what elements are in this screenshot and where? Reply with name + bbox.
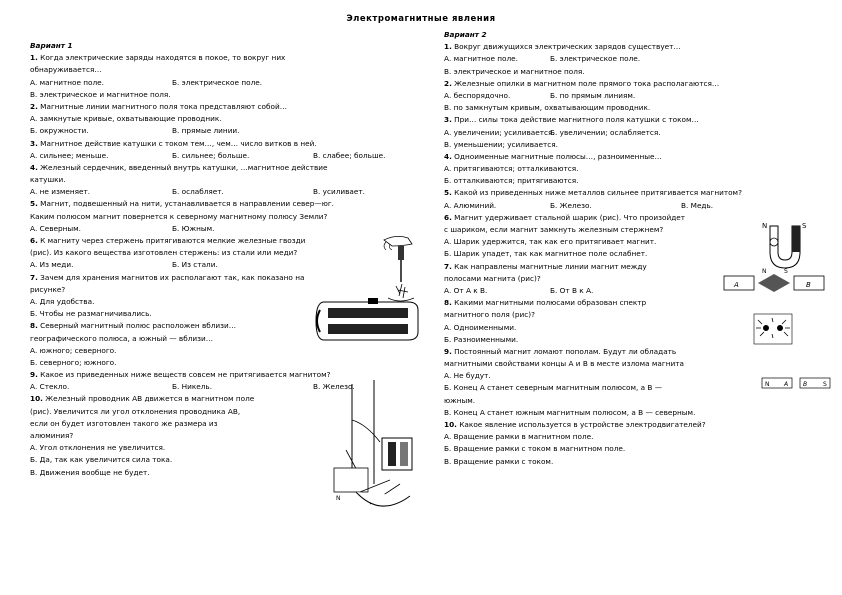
question-number: 7. <box>444 261 452 271</box>
answer-option: А. Стекло. <box>30 382 70 392</box>
question-line <box>444 407 829 419</box>
question-text: В. электрическое и магнитное поля. <box>444 66 585 76</box>
question-line <box>30 113 415 125</box>
question-number: 4. <box>444 151 452 161</box>
answer-option: Б. ослабляет. <box>172 187 224 197</box>
question-text: Какое явление используется в устройстве электродвигателей? <box>456 420 706 429</box>
svg-text:S: S <box>784 268 788 275</box>
question-text: если он будет изготовлен такого же размера из <box>30 418 218 428</box>
answer-option: А. сильнее; меньше. <box>30 150 109 160</box>
fig9-label-n: N <box>765 381 770 388</box>
variant-1-heading: Вариант 1 <box>30 41 73 50</box>
question-line <box>444 358 829 370</box>
answer-option: Б. Железо. <box>550 200 592 210</box>
question-number: 2. <box>30 101 38 111</box>
answer-option: В. Медь. <box>681 200 714 210</box>
question-text: обнаруживается… <box>30 65 102 75</box>
answer-option: Б. От В к А. <box>550 285 594 295</box>
question-text: магнитного поля (рис)? <box>444 310 535 320</box>
question-number: 2. <box>444 78 452 88</box>
question-text: Магнит, подвешенный на нити, устанавливается в направлении север—юг. <box>37 199 335 209</box>
question-text: Магнитное действие катушки с током тем…, чем… число витков в ней. <box>37 138 317 148</box>
question-line <box>444 151 829 163</box>
question-line <box>30 198 415 210</box>
question-line <box>30 235 415 247</box>
question-text: Какими магнитными полюсами образован спектр <box>451 298 647 308</box>
question-text: Железный сердечник, введенный внутрь катушки, …магнитное действие <box>37 162 328 172</box>
page-title: Электромагнитные явления <box>346 14 496 24</box>
question-text: В. электрическое и магнитное поля. <box>30 89 171 99</box>
question-line <box>30 138 415 150</box>
question-line <box>444 187 829 199</box>
answer-option: В. Железо. <box>313 382 355 392</box>
question-line <box>30 52 415 64</box>
fig7-label-a: А <box>734 281 739 289</box>
svg-text:N: N <box>336 495 341 502</box>
svg-text:N: N <box>762 268 767 275</box>
question-text: географического полюса, а южный — вблизи… <box>30 333 214 343</box>
answer-option: В. прямые линии. <box>172 126 240 136</box>
question-number: 3. <box>30 138 38 148</box>
answer-option: Б. увеличении; ослабляется. <box>550 127 661 137</box>
field-spectrum-figure <box>752 312 794 346</box>
question-line <box>30 77 415 89</box>
question-line <box>30 64 415 76</box>
question-text: Какой из приведенных ниже металлов сильнее притягивается магнитом? <box>451 188 742 198</box>
question-number: 10. <box>444 420 457 429</box>
question-number: 5. <box>30 199 38 209</box>
question-text: При… силы тока действие магнитного поля катушки с током… <box>451 115 699 125</box>
question-line <box>444 456 829 468</box>
question-text: Зачем для хранения магнитов их располагают так, как показано на <box>37 272 305 282</box>
question-text: А. замкнутые кривые, охватывающие проводник. <box>30 114 222 124</box>
question-text: В. Вращение рамки с током. <box>444 456 554 466</box>
question-text: Б. северного; южного. <box>30 357 117 367</box>
question-number: 4. <box>30 162 38 172</box>
answer-option: Б. электрическое поле. <box>550 54 641 64</box>
question-text: Каким полюсом магнит повернется к северному магнитному полюсу Земли? <box>30 211 328 221</box>
question-line <box>30 186 415 198</box>
question-line <box>30 101 415 113</box>
question-text: полосами магнита (рис)? <box>444 273 541 283</box>
question-line <box>444 53 829 65</box>
question-text: А. Угол отклонения не увеличится. <box>30 443 166 453</box>
fig9-label-s: S <box>823 381 827 388</box>
fig7-label-b: В <box>806 281 811 289</box>
question-text: А. Для удобства. <box>30 296 95 306</box>
question-text: магнитными свойствами концы А и В в месте излома магнита <box>444 359 684 369</box>
question-line <box>30 174 415 186</box>
question-line <box>444 297 829 309</box>
question-text: Б. отталкиваются; притягиваются. <box>444 176 579 186</box>
question-line <box>444 346 829 358</box>
answer-option: А. магнитное поле. <box>30 77 104 87</box>
answer-option: Б. окружности. <box>30 126 89 136</box>
question-text: Б. Да, так как увеличится сила тока. <box>30 455 173 465</box>
question-text: южным. <box>444 395 476 405</box>
answer-option: А. увеличении; усиливается. <box>444 127 555 137</box>
question-line <box>30 247 415 259</box>
question-text: (рис). Увеличится ли угол отклонения проводника АВ, <box>30 406 241 416</box>
question-line <box>30 284 415 296</box>
answer-option: Б. Из стали. <box>172 260 218 270</box>
question-line <box>444 114 829 126</box>
question-line <box>30 150 415 162</box>
question-text: Б. Шарик упадет, так как магнитное поле ослабнет. <box>444 249 648 259</box>
answer-option: В. усиливает. <box>313 187 365 197</box>
question-line <box>30 211 415 223</box>
question-line <box>30 89 415 101</box>
question-number: 7. <box>30 272 38 282</box>
answer-option: Б. Южным. <box>172 223 215 233</box>
question-text: Вокруг движущихся электрических зарядов существует… <box>451 42 681 52</box>
question-line <box>30 272 415 284</box>
question-line <box>444 127 829 139</box>
question-line <box>30 223 415 235</box>
answer-option: А. не изменяет. <box>30 187 91 197</box>
question-number: 8. <box>444 298 452 308</box>
question-text: Какое из приведенных ниже веществ совсем не притягивается магнитом? <box>37 370 331 380</box>
question-text: (рис). Из какого вещества изготовлен стержень: из стали или меди? <box>30 248 298 258</box>
answer-option: А. магнитное поле. <box>444 54 518 64</box>
question-line <box>444 419 829 431</box>
question-text: Магнитные линии магнитного поля тока представляют собой… <box>37 101 288 111</box>
question-line <box>30 259 415 271</box>
question-number: 3. <box>444 115 452 125</box>
answer-option: В. слабее; больше. <box>313 150 386 160</box>
answer-option: А. Из меди. <box>30 260 74 270</box>
question-text: Как направлены магнитные линии магнит между <box>451 261 647 271</box>
question-text: В. Движения вообще не будет. <box>30 467 150 477</box>
question-text: алюминия? <box>30 431 74 440</box>
question-text: А. южного; северного. <box>30 345 117 355</box>
question-line <box>30 345 415 357</box>
magnet-poles-ab-figure <box>722 266 826 294</box>
question-text: Б. Конец А станет северным магнитным полюсом, а В — <box>444 383 662 393</box>
question-text: Б. Вращение рамки с током в магнитном поле. <box>444 444 626 454</box>
answer-option: А. беспорядочно. <box>444 90 511 100</box>
broken-magnet-figure <box>760 376 832 390</box>
question-number: 10. <box>30 394 43 404</box>
question-line <box>30 357 415 369</box>
question-text: Северный магнитный полюс расположен вблизи… <box>37 321 237 331</box>
question-line <box>444 102 829 114</box>
question-text: А. Не будут. <box>444 371 491 381</box>
question-number: 1. <box>444 42 452 52</box>
answer-option: А. От А к В. <box>444 285 488 295</box>
answer-option: Б. по прямым линиям. <box>550 90 636 100</box>
question-number: 6. <box>444 212 452 222</box>
question-text: Железные опилки в магнитном поле прямого тока располагаются… <box>451 78 720 88</box>
question-number: 9. <box>444 346 452 356</box>
answer-option: А. Алюминий. <box>444 200 497 210</box>
question-text: А. Вращение рамки в магнитном поле. <box>444 432 594 442</box>
question-line <box>444 41 829 53</box>
question-text: Б. Чтобы не размагничивались. <box>30 309 152 319</box>
fig9-label-b: B <box>803 381 808 388</box>
question-line <box>444 66 829 78</box>
question-number: 8. <box>30 321 38 331</box>
question-text: К магниту через стержень притягиваются мелкие железные гвозди <box>37 236 306 245</box>
answer-option: Б. сильнее; больше. <box>172 150 250 160</box>
question-text: Железный проводник АВ движется в магнитном поле <box>42 394 255 404</box>
fig9-label-a: A <box>784 381 789 388</box>
question-line <box>444 139 829 151</box>
question-line <box>444 431 829 443</box>
question-number: 1. <box>30 53 38 63</box>
conductor-in-magnet-figure <box>330 380 422 518</box>
question-text: А. притягиваются; отталкиваются. <box>444 164 579 174</box>
question-line <box>444 78 829 90</box>
answer-option: А. Северным. <box>30 223 81 233</box>
magnet-rod-nails-figure <box>378 232 422 304</box>
question-text: Б. Разноименными. <box>444 334 519 344</box>
stored-magnets-figure <box>312 296 422 346</box>
question-text: Когда электрические заряды находятся в покое, то вокруг них <box>37 53 286 63</box>
question-text: А. Шарик удержится, так как его притягивает магнит. <box>444 237 657 247</box>
fig6-label-s: S <box>802 222 807 230</box>
question-text: катушки. <box>30 175 66 185</box>
question-line <box>444 395 829 407</box>
question-line <box>30 125 415 137</box>
variant-2-heading: Вариант 2 <box>444 30 487 39</box>
question-number: 5. <box>444 188 452 198</box>
answer-option: Б. электрическое поле. <box>172 77 263 87</box>
fig6-label-n: N <box>762 222 768 230</box>
question-line <box>444 443 829 455</box>
question-text: А. Одноименными. <box>444 322 517 332</box>
question-line <box>444 163 829 175</box>
question-text: Одноименные магнитные полюсы…, разноименные… <box>451 151 662 161</box>
question-text: рисунке? <box>30 284 66 294</box>
question-number: 6. <box>30 236 38 245</box>
question-text: В. Конец А станет южным магнитным полюсом, а В — северным. <box>444 407 696 417</box>
question-line <box>444 175 829 187</box>
question-text: В. по замкнутым кривым, охватывающим проводник. <box>444 103 651 113</box>
question-text: с шариком, если магнит замкнуть железным стержнем? <box>444 225 664 234</box>
question-text: Магнит удерживает стальной шарик (рис). Что произойдет <box>451 212 685 222</box>
question-text: В. уменьшении; усиливается. <box>444 139 558 149</box>
question-line <box>444 200 829 212</box>
question-line <box>30 162 415 174</box>
question-number: 9. <box>30 370 38 380</box>
answer-option: Б. Никель. <box>172 382 213 392</box>
question-line <box>444 90 829 102</box>
question-text: Постоянный магнит ломают пополам. Будут ли обладать <box>451 346 677 356</box>
